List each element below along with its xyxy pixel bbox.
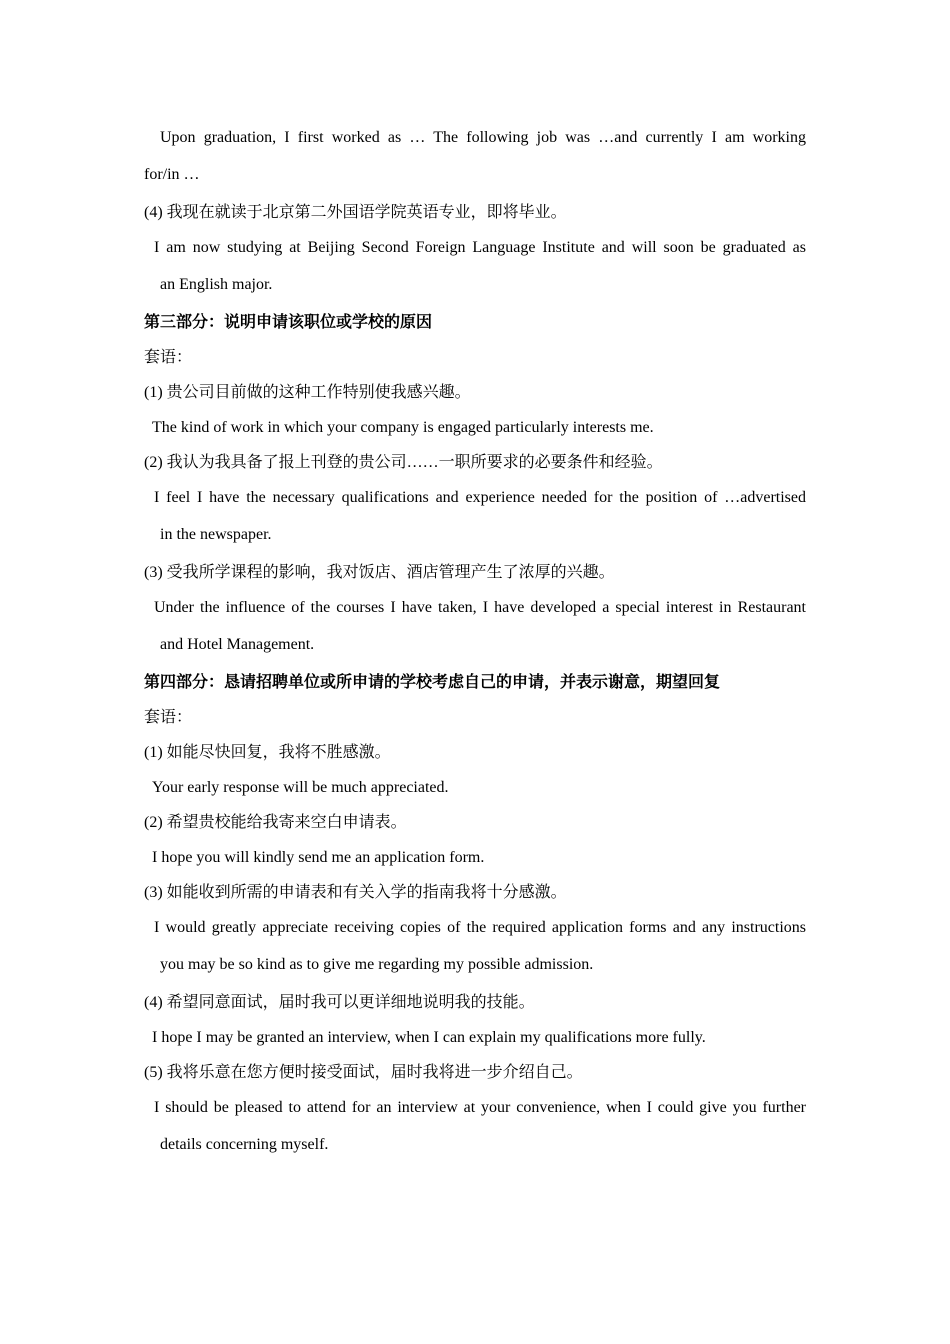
part4-item2-en: I hope you will kindly send me an application form. bbox=[152, 849, 485, 866]
part2-item4-en-b: an English major. bbox=[160, 276, 273, 293]
part2-item4-cn: (4) 我现在就读于北京第二外国语学院英语专业，即将毕业。 bbox=[144, 204, 567, 221]
part2-item4-en-a: I am now studying at Beijing Second Foreign Language Institute and will soon be graduated as bbox=[154, 239, 806, 256]
part4-item5-en-a: I should be pleased to attend for an interview at your convenience, when I could give you further bbox=[154, 1099, 806, 1116]
part4-item5-en-b: details concerning myself. bbox=[160, 1136, 329, 1153]
part4-item4-en: I hope I may be granted an interview, when I can explain my qualifications more fully. bbox=[152, 1029, 706, 1046]
document-body bbox=[144, 120, 806, 1165]
part2-line-b: for/in … bbox=[144, 166, 200, 183]
part4-item3-cn: (3) 如能收到所需的申请表和有关入学的指南我将十分感激。 bbox=[144, 884, 567, 901]
part4-phrases-label: 套语： bbox=[144, 709, 193, 726]
part3-item3-cn: (3) 受我所学课程的影响，我对饭店、酒店管理产生了浓厚的兴趣。 bbox=[144, 564, 615, 581]
part4-item3-en-b: you may be so kind as to give me regarding my possible admission. bbox=[160, 956, 594, 973]
part3-item3-en-b: and Hotel Management. bbox=[160, 636, 315, 653]
part4-item5-cn: (5) 我将乐意在您方便时接受面试，届时我将进一步介绍自己。 bbox=[144, 1064, 583, 1081]
part3-item2-cn: (2) 我认为我具备了报上刊登的贵公司……一职所要求的必要条件和经验。 bbox=[144, 454, 663, 471]
part3-heading: 第三部分：说明申请该职位或学校的原因 bbox=[144, 314, 433, 331]
part2-line-a: Upon graduation, I first worked as … The following job was …and currently I am working bbox=[160, 129, 806, 146]
part4-heading: 第四部分：恳请招聘单位或所申请的学校考虑自己的申请，并表示谢意，期望回复 bbox=[144, 674, 721, 691]
part4-item1-cn: (1) 如能尽快回复，我将不胜感激。 bbox=[144, 744, 391, 761]
part4-item3-en-a: I would greatly appreciate receiving copies of the required application forms and any instructions bbox=[154, 919, 806, 936]
part4-item1-en: Your early response will be much appreciated. bbox=[152, 779, 449, 796]
part4-item2-cn: (2) 希望贵校能给我寄来空白申请表。 bbox=[144, 814, 407, 831]
part3-item3-en-a: Under the influence of the courses I have taken, I have developed a special interest in Restaurant bbox=[154, 599, 806, 616]
part3-item1-cn: (1) 贵公司目前做的这种工作特别使我感兴趣。 bbox=[144, 384, 471, 401]
part3-item2-en-b: in the newspaper. bbox=[160, 526, 272, 543]
part4-item4-cn: (4) 希望同意面试，届时我可以更详细地说明我的技能。 bbox=[144, 994, 535, 1011]
part3-phrases-label: 套语： bbox=[144, 349, 193, 366]
part3-item1-en: The kind of work in which your company is engaged particularly interests me. bbox=[152, 419, 654, 436]
part3-item2-en-a: I feel I have the necessary qualifications and experience needed for the position of …advertised bbox=[154, 489, 806, 506]
